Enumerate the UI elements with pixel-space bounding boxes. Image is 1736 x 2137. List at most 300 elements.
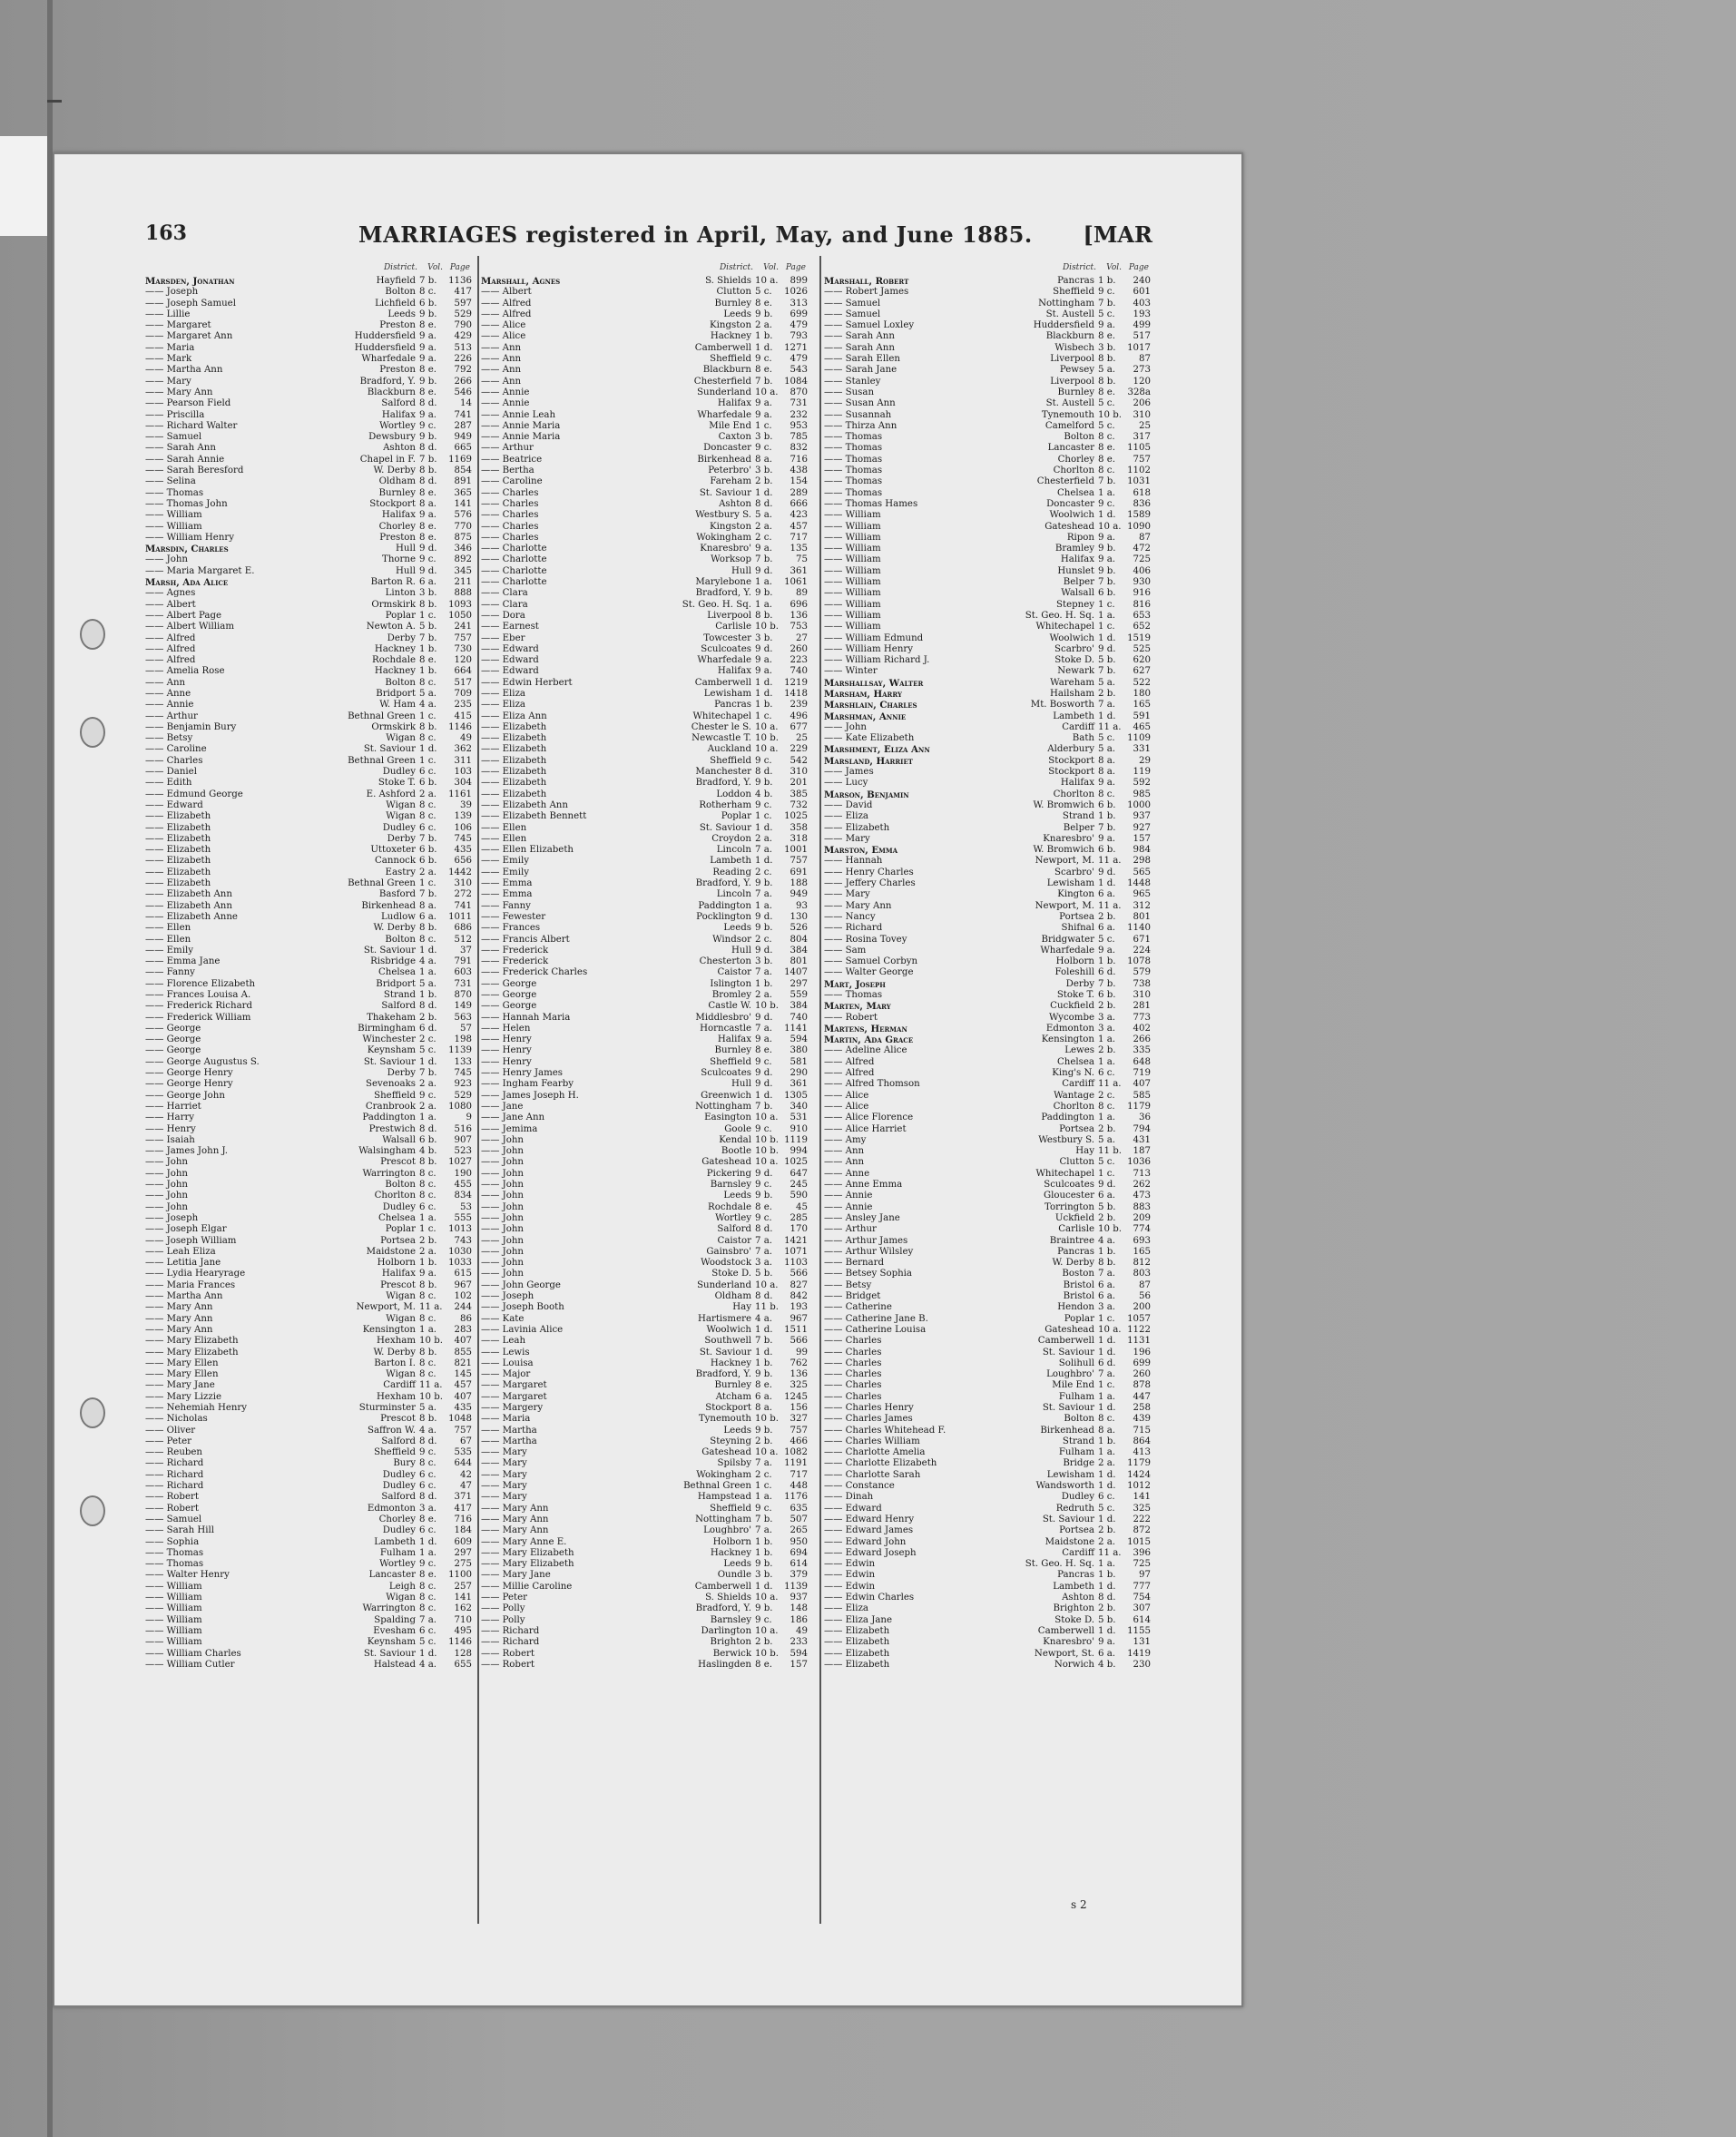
entry-page: 1219	[784, 677, 808, 688]
register-entry	[824, 1213, 1151, 1224]
entry-name: —— Elizabeth	[481, 744, 547, 755]
entry-name: —— Frances	[481, 923, 541, 934]
entry-volume: 10 b.	[419, 1336, 443, 1347]
entry-name: —— Elizabeth Ann	[145, 889, 232, 900]
entry-district: Hackney	[374, 643, 416, 654]
entry-page: 97	[1139, 1570, 1151, 1581]
entry-name: Marston, Emma	[824, 845, 898, 857]
entry-page: 310	[790, 767, 808, 778]
entry-volume: 8 e.	[419, 1514, 436, 1524]
entry-district: W. Derby	[373, 1347, 416, 1358]
register-entry	[824, 1102, 1151, 1113]
entry-volume: 1 d.	[1098, 1469, 1116, 1480]
entry-page: 523	[454, 1146, 472, 1157]
entry-volume: 9 b.	[755, 1603, 773, 1614]
register-entry	[824, 287, 1151, 298]
entry-page: 313	[790, 298, 808, 309]
entry-volume: 1 a.	[1098, 1056, 1116, 1067]
entry-district: Bethnal Green	[683, 1481, 751, 1492]
entry-volume: 8 e.	[755, 1045, 772, 1056]
entry-district: Boston	[1062, 1269, 1094, 1279]
entry-volume: 7 b.	[1098, 978, 1116, 989]
entry-page: 141	[1133, 1492, 1151, 1503]
entry-volume: 10 a.	[755, 1625, 779, 1636]
entry-name: —— Adeline Alice	[824, 1045, 907, 1056]
entry-page: 379	[790, 1570, 808, 1581]
entry-page: 1071	[784, 1246, 808, 1257]
entry-volume: 8 b.	[419, 1279, 437, 1290]
entry-name: —— John	[481, 1201, 524, 1212]
entry-volume: 9 a.	[1098, 945, 1116, 956]
register-entry	[145, 1537, 472, 1548]
entry-volume: 9 b.	[755, 1369, 773, 1380]
entry-name: —— William	[824, 544, 881, 554]
register-entry	[145, 522, 472, 533]
entry-district: Spilsby	[717, 1458, 751, 1469]
register-entry	[481, 789, 808, 800]
entry-page: 671	[1133, 934, 1151, 945]
entry-district: Stoke T.	[378, 778, 416, 789]
register-entry	[145, 1202, 472, 1213]
entry-district: Belper	[1063, 577, 1094, 588]
register-entry	[145, 1091, 472, 1102]
register-entry	[145, 1269, 472, 1279]
entry-volume: 8 c.	[419, 1168, 436, 1179]
entry-page: 272	[454, 889, 472, 900]
entry-volume: 8 d.	[419, 476, 437, 487]
entry-page: 307	[1133, 1603, 1151, 1614]
entry-name: —— Walter Henry	[145, 1570, 230, 1581]
entry-volume: 4 a.	[419, 700, 437, 711]
entry-district: Edmonton	[367, 1503, 416, 1514]
entry-page: 872	[1133, 1525, 1151, 1536]
entry-volume: 9 b.	[755, 588, 773, 599]
entry-district: Wharfedale	[1040, 945, 1094, 956]
entry-page: 224	[1133, 945, 1151, 956]
entry-district: St. Saviour	[1042, 1514, 1094, 1524]
entry-page: 479	[790, 320, 808, 331]
entry-district: Bethnal Green	[348, 711, 416, 721]
register-entry	[145, 666, 472, 677]
entry-page: 566	[790, 1269, 808, 1279]
entry-district: Pancras	[1057, 276, 1094, 286]
entry-page: 812	[1133, 1258, 1151, 1269]
entry-volume: 11 b.	[755, 1302, 779, 1313]
register-entry	[481, 1045, 808, 1056]
register-entry	[481, 1079, 808, 1090]
entry-volume: 10 a.	[1098, 1324, 1122, 1335]
entry-volume: 7 a.	[755, 889, 773, 900]
entry-district: S. Shields	[705, 1593, 751, 1603]
entry-volume: 8 d.	[419, 1123, 437, 1134]
column-divider	[477, 256, 479, 1924]
entry-name: —— Mary Ann	[824, 900, 892, 911]
entry-page: 791	[454, 956, 472, 967]
vol-label: Vol.	[763, 263, 779, 272]
entry-name: —— Alfred	[481, 298, 532, 309]
entry-name: —— Sarah Ellen	[824, 354, 900, 365]
entry-page: 407	[454, 1336, 472, 1347]
entry-name: —— Lavinia Alice	[481, 1324, 564, 1335]
register-entry	[481, 823, 808, 834]
entry-name: —— Mary Ann	[145, 1302, 213, 1313]
entry-volume: 9 c.	[419, 1559, 436, 1570]
entry-name: —— Samuel	[145, 432, 202, 443]
entry-district: Maidstone	[1045, 1536, 1094, 1547]
register-entry	[481, 566, 808, 577]
entry-volume: 8 c.	[419, 1291, 436, 1302]
entry-volume: 1 b.	[1098, 811, 1116, 822]
entry-page: 145	[454, 1369, 472, 1380]
entry-district: Woodstock	[701, 1258, 751, 1269]
entry-page: 201	[790, 778, 808, 789]
entry-volume: 8 c.	[419, 1581, 436, 1592]
entry-page: 716	[790, 454, 808, 465]
entry-volume: 9 b.	[755, 1559, 773, 1570]
entry-district: Lambeth	[1053, 711, 1094, 721]
entry-name: —— Mary Anne E.	[481, 1536, 567, 1547]
entry-name: —— Hannah Maria	[481, 1012, 571, 1023]
register-entry	[145, 1649, 472, 1660]
entry-district: Hexham	[377, 1336, 416, 1347]
entry-district: Cuckfield	[1050, 1001, 1094, 1012]
entry-district: Dudley	[382, 1201, 416, 1212]
entry-district: St. Saviour	[699, 822, 751, 833]
register-entry	[145, 554, 472, 565]
register-entry	[481, 1593, 808, 1603]
entry-volume: 8 c.	[419, 1593, 436, 1603]
entry-district: Nottingham	[695, 1101, 751, 1112]
entry-district: Wantage	[1054, 1090, 1094, 1101]
entry-volume: 7 b.	[1098, 666, 1116, 677]
entry-name: —— Elizabeth	[481, 789, 547, 799]
entry-volume: 1 d.	[1098, 1625, 1116, 1636]
entry-page: 774	[1133, 1224, 1151, 1235]
entry-page: 120	[1133, 376, 1151, 387]
entry-name: —— Dora	[481, 610, 525, 621]
entry-name: —— George	[481, 978, 537, 989]
register-entry	[145, 1481, 472, 1492]
register-entry	[481, 1380, 808, 1391]
entry-name: —— Elizabeth Ann	[145, 900, 232, 911]
register-entry	[145, 287, 472, 298]
entry-volume: 8 e.	[419, 387, 436, 397]
register-entry	[145, 443, 472, 454]
entry-volume: 1 d.	[755, 1581, 773, 1592]
entry-district: Halifax	[1060, 778, 1094, 789]
entry-volume: 8 c.	[419, 1191, 436, 1201]
entry-name: —— Frederick William	[145, 1012, 251, 1023]
entry-district: Leeds	[723, 923, 751, 934]
entry-name: —— Albert William	[145, 622, 235, 632]
register-entry	[481, 544, 808, 554]
entry-page: 135	[790, 544, 808, 554]
entry-volume: 9 a.	[755, 398, 773, 409]
entry-district: Chelsea	[378, 967, 416, 978]
entry-name: —— Alice	[481, 320, 526, 331]
entry-name: —— Elizabeth	[481, 755, 547, 766]
entry-volume: 5 c.	[1098, 1503, 1115, 1514]
entry-page: 542	[790, 755, 808, 766]
register-entry	[824, 1660, 1151, 1671]
register-entry	[824, 1280, 1151, 1291]
entry-page: 757	[454, 1425, 472, 1436]
register-entry	[481, 522, 808, 533]
entry-page: 965	[1133, 889, 1151, 900]
entry-name: —— Mary	[481, 1469, 527, 1480]
entry-volume: 8 b.	[419, 599, 437, 610]
register-entry	[145, 789, 472, 800]
register-entry	[145, 834, 472, 845]
entry-district: Pickering	[706, 1168, 751, 1179]
register-entry	[481, 1414, 808, 1425]
entry-name: —— Joseph	[145, 1212, 199, 1223]
entry-volume: 8 b.	[1098, 1258, 1116, 1269]
entry-district: Keynsham	[367, 1045, 416, 1056]
register-entry	[481, 432, 808, 443]
entry-district: Bridport	[376, 688, 416, 699]
register-entry	[824, 778, 1151, 789]
entry-name: —— Anne	[824, 1168, 870, 1179]
register-entry	[481, 1515, 808, 1525]
entry-name: —— William	[824, 577, 881, 588]
entry-volume: 8 c.	[419, 1458, 436, 1469]
register-entry	[824, 800, 1151, 811]
entry-name: —— George John	[145, 1090, 225, 1101]
register-entry	[824, 1024, 1151, 1034]
entry-district: Ashton	[719, 498, 751, 509]
entry-page: 529	[454, 1090, 472, 1101]
entry-name: —— Elizabeth	[824, 1637, 890, 1648]
register-entry	[824, 510, 1151, 521]
entry-volume: 1 c.	[1098, 1380, 1115, 1391]
entry-volume: 1 b.	[1098, 1436, 1116, 1446]
entry-volume: 1 d.	[419, 1056, 437, 1067]
entry-page: 1013	[448, 1224, 472, 1235]
entry-page: 585	[1133, 1090, 1151, 1101]
entry-district: Caxton	[718, 432, 751, 443]
register-entry	[145, 1660, 472, 1671]
entry-page: 1407	[784, 967, 808, 978]
register-entry	[145, 901, 472, 912]
entry-volume: 2 a.	[419, 867, 437, 877]
entry-volume: 1 a.	[1098, 487, 1116, 498]
entry-page: 836	[1133, 498, 1151, 509]
entry-page: 283	[454, 1324, 472, 1335]
entry-name: —— Millie Caroline	[481, 1581, 573, 1592]
entry-volume: 2 b.	[755, 1436, 773, 1446]
entry-district: Croydon	[711, 833, 751, 844]
entry-page: 262	[1133, 1180, 1151, 1191]
entry-page: 187	[1133, 1146, 1151, 1157]
entry-name: —— Jeffery Charles	[824, 878, 916, 889]
entry-name: —— Thomas	[824, 990, 883, 1000]
entry-page: 170	[790, 1224, 808, 1235]
entry-district: Norwich	[1054, 1659, 1094, 1670]
entry-district: Wortley	[379, 420, 416, 431]
entry-name: —— Mary Ann	[145, 1324, 213, 1335]
entry-district: Leeds	[723, 1559, 751, 1570]
entry-volume: 9 a.	[755, 666, 773, 677]
entry-district: Derby	[387, 1068, 416, 1079]
entry-district: Gainsbro'	[706, 1246, 751, 1257]
entry-page: 994	[790, 1146, 808, 1157]
register-entry	[481, 655, 808, 666]
entry-volume: 8 b.	[1098, 354, 1116, 365]
entry-name: —— Thirza Ann	[824, 420, 897, 431]
register-entry	[824, 1314, 1151, 1325]
entry-name: —— Alfred	[145, 655, 196, 666]
entry-page: 317	[1133, 432, 1151, 443]
entry-district: Stoke D.	[1054, 655, 1094, 666]
entry-page: 29	[1139, 755, 1151, 766]
entry-page: 297	[790, 978, 808, 989]
entry-district: Lichfield	[375, 298, 416, 309]
entry-name: —— Mary	[824, 833, 870, 844]
entry-volume: 9 a.	[1098, 778, 1116, 789]
register-entry	[481, 1247, 808, 1258]
entry-district: Leeds	[387, 309, 416, 319]
entry-name: —— Benjamin Bury	[145, 721, 237, 732]
signature-mark: s 2	[1071, 1898, 1087, 1911]
entry-page: 106	[454, 822, 472, 833]
entry-district: Newark	[1057, 666, 1094, 677]
entry-page: 594	[790, 1034, 808, 1045]
entry-district: Burnley	[1057, 387, 1094, 397]
entry-name: —— Caroline	[145, 744, 207, 755]
entry-volume: 9 a.	[1098, 554, 1116, 565]
register-entry	[824, 1057, 1151, 1068]
register-entry	[481, 600, 808, 611]
entry-name: —— Betsy	[145, 733, 193, 744]
entry-district: Lancaster	[368, 1570, 416, 1581]
entry-district: Tynemouth	[1041, 409, 1094, 420]
entry-page: 49	[796, 1625, 808, 1636]
entry-district: Chorley	[378, 1514, 416, 1524]
entry-name: —— William Edmund	[824, 632, 924, 643]
register-entry	[824, 811, 1151, 822]
entry-district: Lewisham	[1046, 1469, 1094, 1480]
entry-volume: 9 a.	[755, 409, 773, 420]
entry-volume: 10 a.	[1098, 521, 1122, 532]
entry-name: —— Alfred	[145, 643, 196, 654]
entry-name: —— Alfred Thomson	[824, 1079, 920, 1090]
entry-page: 565	[1133, 867, 1151, 877]
entry-volume: 1 d.	[1098, 711, 1116, 721]
entry-district: Gateshead	[701, 1157, 751, 1168]
entry-name: —— Constance	[824, 1481, 895, 1492]
entry-page: 592	[1133, 778, 1151, 789]
entry-district: Fareham	[710, 476, 751, 487]
register-entry	[481, 733, 808, 744]
entry-volume: 9 d.	[1098, 643, 1116, 654]
entry-page: 229	[790, 744, 808, 755]
entry-page: 1179	[1127, 1458, 1151, 1469]
entry-page: 148	[790, 1603, 808, 1614]
entry-district: Chesterton	[699, 956, 751, 967]
entry-name: —— Betsy	[824, 1279, 872, 1290]
register-entry	[481, 1615, 808, 1626]
entry-name: —— Thomas	[824, 476, 883, 487]
entry-district: Bury	[393, 1458, 416, 1469]
entry-name: —— Henry	[145, 1123, 196, 1134]
register-entry	[145, 1024, 472, 1034]
entry-district: Worksop	[711, 554, 751, 565]
entry-district: Risbridge	[370, 956, 416, 967]
entry-district: Ripon	[1066, 532, 1094, 543]
entry-page: 209	[1133, 1212, 1151, 1223]
entry-volume: 1 d.	[755, 677, 773, 688]
entry-volume: 1 c.	[1098, 1168, 1115, 1179]
entry-page: 937	[790, 1593, 808, 1603]
entry-district: Ashton	[1062, 1593, 1094, 1603]
entry-district: Salford	[381, 398, 416, 409]
register-entry	[824, 1537, 1151, 1548]
register-entry	[145, 935, 472, 946]
entry-page: 37	[460, 945, 472, 956]
entry-page: 522	[1133, 677, 1151, 688]
entry-district: Wigan	[386, 1313, 416, 1324]
entry-name: —— Charlotte	[481, 565, 547, 576]
entry-district: Linton	[385, 588, 416, 599]
punch-hole	[80, 619, 105, 650]
register-entry	[481, 343, 808, 354]
entry-name: —— Margaret Ann	[145, 331, 233, 342]
entry-volume: 7 a.	[755, 1246, 773, 1257]
entry-volume: 11 a.	[1098, 856, 1122, 867]
entry-name: —— Joseph	[481, 1291, 535, 1302]
entry-page: 804	[790, 934, 808, 945]
entry-volume: 1 c.	[419, 878, 436, 889]
entry-volume: 8 e.	[755, 298, 772, 309]
register-entry	[145, 868, 472, 878]
entry-name: —— Mary Elizabeth	[145, 1347, 239, 1358]
entry-name: —— Edward Henry	[824, 1514, 915, 1524]
entry-page: 555	[454, 1212, 472, 1223]
entry-district: Walsall	[382, 1134, 416, 1145]
entry-name: Marsham, Harry	[824, 688, 902, 700]
entry-volume: 1 b.	[755, 1547, 773, 1558]
entry-volume: 8 c.	[419, 1180, 436, 1191]
entry-name: —— Ellen	[145, 934, 191, 945]
entry-district: Strand	[1062, 811, 1094, 822]
entry-page: 190	[454, 1168, 472, 1179]
register-entry	[145, 633, 472, 644]
entry-district: Portsea	[380, 1235, 416, 1246]
entry-page: 656	[454, 856, 472, 867]
entry-name: —— Charles	[824, 1358, 882, 1368]
entry-page: 937	[1133, 811, 1151, 822]
entry-district: Easington	[704, 1113, 751, 1123]
entry-volume: 1 c.	[755, 420, 772, 431]
entry-page: 899	[790, 276, 808, 286]
entry-district: Chelsea	[378, 1212, 416, 1223]
entry-district: Torrington	[1044, 1201, 1094, 1212]
entry-district: Loddon	[716, 789, 751, 799]
entry-volume: 9 b.	[755, 923, 773, 934]
entry-district: Wigan	[386, 1369, 416, 1380]
entry-district: Stockport	[1048, 755, 1094, 766]
register-entry	[481, 1649, 808, 1660]
entry-page: 529	[454, 309, 472, 319]
entry-volume: 6 b.	[1098, 799, 1116, 810]
entry-name: —— Francis Albert	[481, 934, 570, 945]
entry-name: —— Sophia	[145, 1536, 200, 1547]
entry-name: —— Priscilla	[145, 409, 205, 420]
entry-name: —— Elizabeth	[145, 811, 211, 822]
register-entry	[145, 600, 472, 611]
register-entry	[481, 1325, 808, 1336]
